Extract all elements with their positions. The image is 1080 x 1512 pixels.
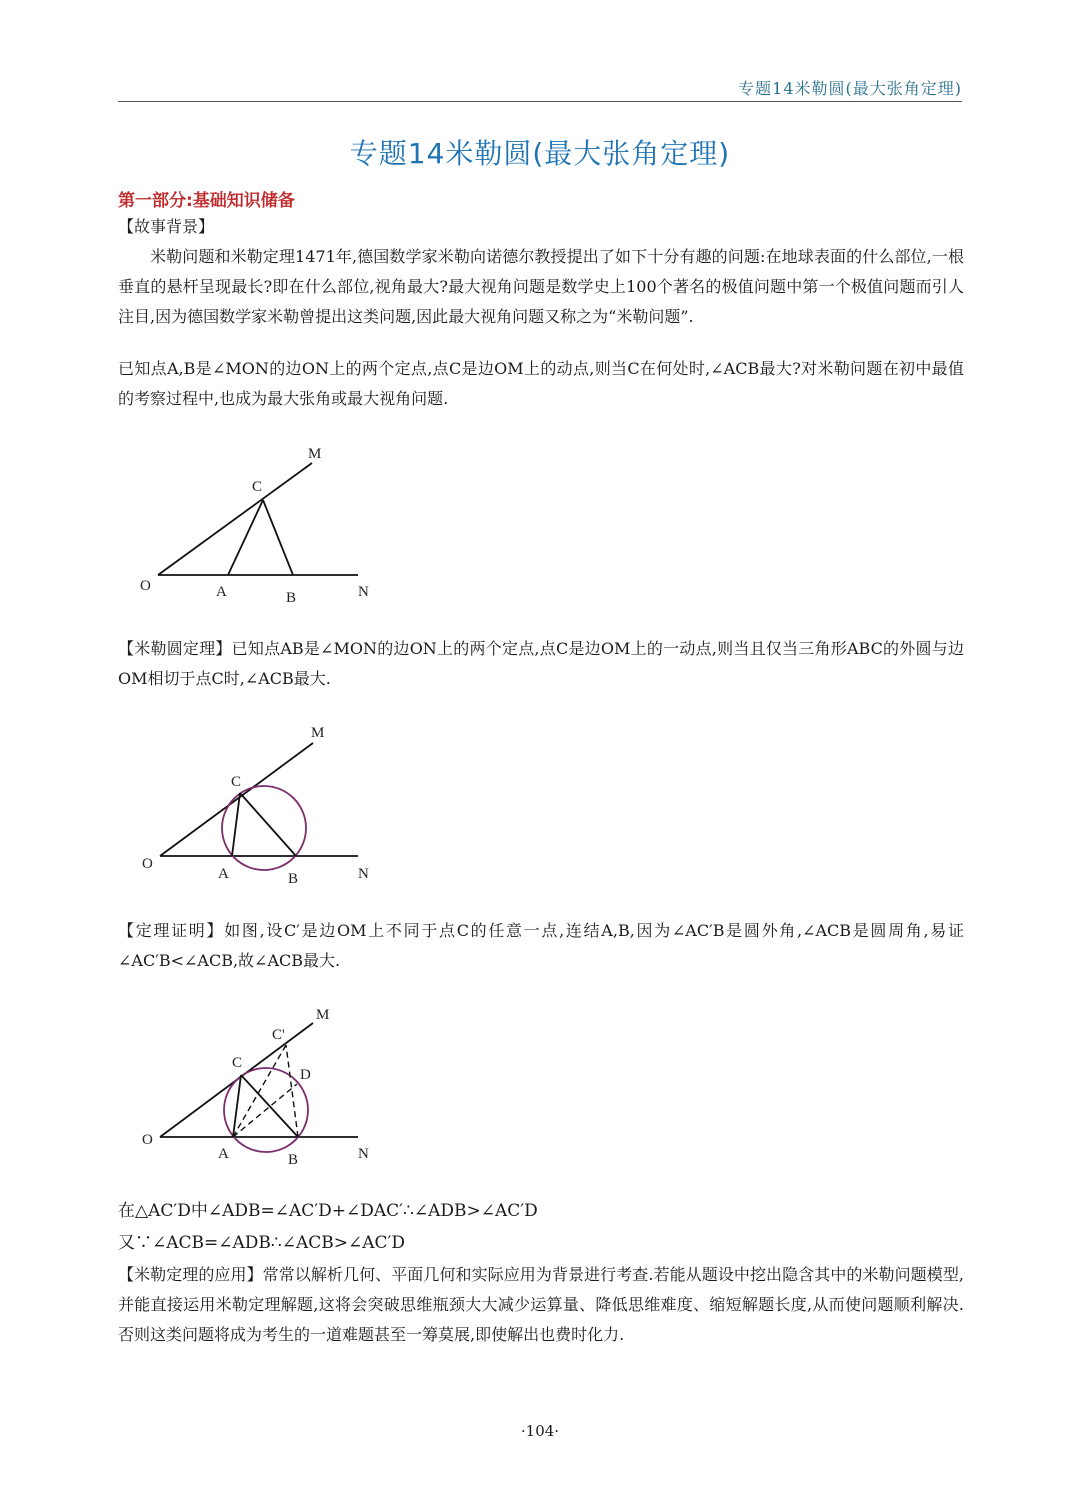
theorem-paragraph — [118, 634, 964, 694]
label-A: A — [216, 584, 227, 600]
label-M: M — [316, 1007, 330, 1023]
equation-2: 又∵∠ACB=∠ADB∴∠ACB>∠AC′D — [118, 1233, 406, 1253]
label-C: C — [231, 774, 242, 790]
figure-miller-circle — [130, 718, 390, 888]
label-M: M — [311, 725, 325, 741]
segment-BC — [263, 500, 293, 575]
label-C: C — [252, 479, 263, 495]
label-N: N — [358, 866, 369, 882]
application-paragraph — [118, 1260, 964, 1350]
label-M: M — [308, 446, 322, 462]
segment-BC — [240, 793, 296, 856]
page-number: ·104· — [520, 1422, 560, 1440]
circumcircle — [222, 786, 306, 870]
segment-AC — [233, 1075, 241, 1137]
story-label: 【故事背景】 — [118, 217, 215, 236]
segment-AD — [233, 1084, 297, 1137]
label-B: B — [288, 1152, 299, 1168]
proof-text: 如图,设C′是边OM上不同于点C的任意一点,连结A,B,因为∠AC′B是圆外角,∠ACB是圆周角,易证∠AC′B<∠ACB,故∠ACB最大. — [118, 921, 964, 970]
equation-1: 在△AC′D中∠ADB=∠AC′D+∠DAC′∴∠ADB>∠AC′D — [118, 1201, 538, 1221]
proof-paragraph — [118, 916, 964, 976]
label-A: A — [218, 866, 229, 882]
label-O: O — [140, 578, 151, 594]
application-text: 常常以解析几何、平面几何和实际应用为背景进行考查.若能从题设中挖出隐含其中的米勒问题模型,并能直接运用米勒定理解题,这将会突破思维瓶颈大大减少运算量、降低思维难度、缩短解题长度,从而使问题顺利解决.否则这类问题将成为考生的一道难题甚至一筹莫展,即使解出也费时化力. — [118, 1265, 964, 1344]
theorem-text: 已知点AB是∠MON的边ON上的两个定点,点C是边OM上的一动点,则当且仅当三角形ABC的外圆与边OM相切于点C时,∠ACB最大. — [118, 639, 964, 688]
ray-OM — [160, 743, 313, 856]
problem-paragraph: 已知点A,B是∠MON的边ON上的两个定点,点C是边OM上的动点,则当C在何处时,∠ACB最大?对米勒问题在初中最值的考察过程中,也成为最大张角或最大视角问题. — [118, 359, 964, 408]
label-D: D — [300, 1067, 311, 1083]
segment-BC — [241, 1075, 298, 1137]
label-N: N — [358, 1146, 369, 1162]
label-O: O — [142, 856, 153, 872]
running-header: 专题14米勒圆(最大张角定理) — [738, 79, 962, 98]
label-B: B — [288, 871, 299, 887]
label-C: C — [232, 1055, 243, 1071]
label-N: N — [358, 584, 369, 600]
proof-label: 【定理证明】 — [118, 921, 225, 940]
label-B: B — [286, 590, 297, 606]
page-title: 专题14米勒圆(最大张角定理) — [349, 137, 731, 170]
label-O: O — [142, 1132, 153, 1148]
label-C-prime: C' — [272, 1027, 285, 1043]
theorem-label: 【米勒圆定理】 — [118, 639, 232, 658]
label-A: A — [218, 1146, 229, 1162]
figure-proof — [130, 1000, 390, 1170]
application-label: 【米勒定理的应用】 — [118, 1265, 263, 1284]
story-paragraph: 米勒问题和米勒定理1471年,德国数学家米勒向诺德尔教授提出了如下十分有趣的问题:在地球表面的什么部位,一根垂直的悬杆呈现最长?即在什么部位,视角最大?最大视角问题是数学史上100个著名的极值问题中第一个极值问题而引人注目,因为德国数学家米勒曾提出这类问题,因此最大视角问题又称之为“米勒问题”. — [118, 247, 964, 326]
header-rule — [118, 101, 962, 102]
section-heading: 第一部分:基础知识储备 — [118, 191, 295, 211]
figure-angle-triangle — [130, 438, 390, 608]
